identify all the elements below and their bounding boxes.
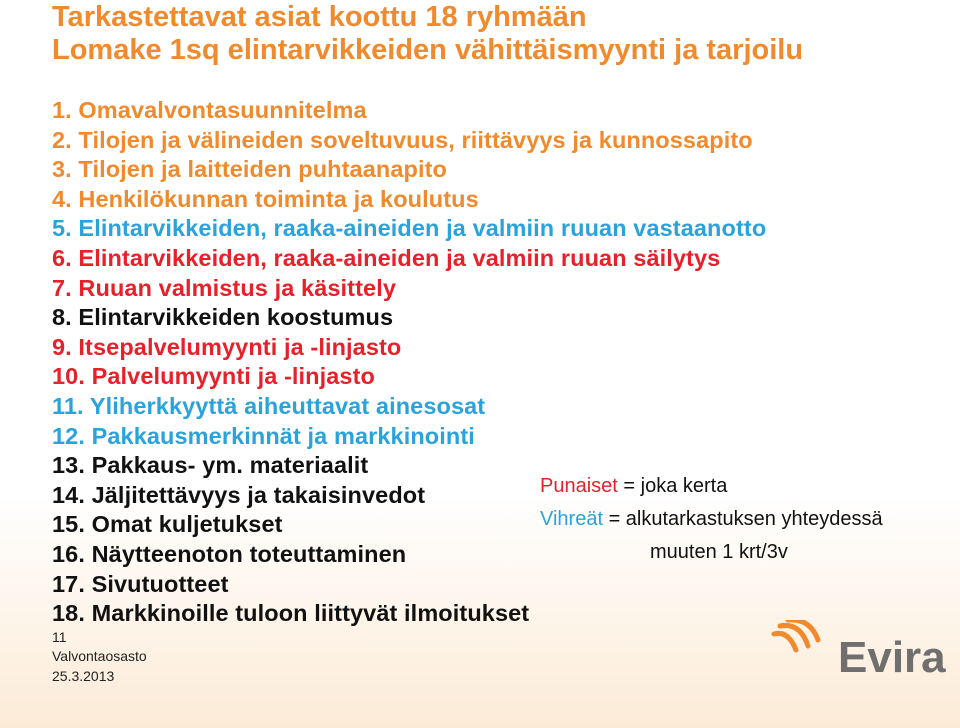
inspection-item: 3. Tilojen ja laitteiden puhtaanapito bbox=[52, 156, 447, 183]
page-number: 11 bbox=[52, 629, 67, 645]
inspection-item: 14. Jäljitettävyys ja takaisinvedot bbox=[52, 481, 426, 508]
inspection-item: 4. Henkilökunnan toiminta ja koulutus bbox=[52, 185, 479, 212]
slide-title-line-2: Lomake 1sq elintarvikkeiden vähittäismyynti ja tarjoilu bbox=[52, 34, 804, 66]
inspection-item: 6. Elintarvikkeiden, raaka-aineiden ja valmiin ruuan säilytys bbox=[52, 244, 721, 271]
inspection-item: 13. Pakkaus- ym. materiaalit bbox=[52, 452, 369, 479]
inspection-item: 10. Palvelumyynti ja -linjasto bbox=[52, 363, 375, 390]
evira-leaf-arcs-icon bbox=[774, 620, 818, 650]
inspection-item: 11. Yliherkkyyttä aiheuttavat ainesosat bbox=[52, 392, 486, 419]
inspection-item: 5. Elintarvikkeiden, raaka-aineiden ja valmiin ruuan vastaanotto bbox=[52, 215, 767, 242]
legend-green-desc-line-2: muuten 1 krt/3v bbox=[650, 541, 788, 563]
inspection-item: 15. Omat kuljetukset bbox=[52, 511, 283, 538]
color-legend bbox=[540, 470, 883, 569]
inspection-item: 7. Ruuan valmistus ja käsittely bbox=[52, 274, 396, 301]
department-label: Valvontaosasto bbox=[52, 648, 147, 664]
legend-green-desc: = alkutarkastuksen yhteydessä bbox=[603, 508, 883, 530]
inspection-item: 18. Markkinoille tuloon liittyvät ilmoitukset bbox=[52, 600, 530, 627]
legend-red-label: Punaiset bbox=[540, 475, 618, 497]
inspection-item: 8. Elintarvikkeiden koostumus bbox=[52, 304, 394, 331]
inspection-item: 16. Näytteenoton toteuttaminen bbox=[52, 540, 407, 567]
inspection-item: 12. Pakkausmerkinnät ja markkinointi bbox=[52, 422, 475, 449]
evira-logo bbox=[766, 620, 946, 684]
inspection-item: 9. Itsepalvelumyynti ja -linjasto bbox=[52, 333, 402, 360]
inspection-item: 2. Tilojen ja välineiden soveltuvuus, riittävyys ja kunnossapito bbox=[52, 126, 753, 153]
legend-red-row bbox=[540, 470, 883, 503]
inspection-item: 17. Sivutuotteet bbox=[52, 570, 229, 597]
legend-green-row bbox=[540, 503, 883, 536]
legend-green-label: Vihreät bbox=[540, 508, 604, 530]
slide-title-line-1: Tarkastettavat asiat koottu 18 ryhmään bbox=[52, 1, 587, 33]
slide-date: 25.3.2013 bbox=[52, 668, 115, 684]
inspection-item: 1. Omavalvontasuunnitelma bbox=[52, 97, 367, 123]
legend-red-desc: = joka kerta bbox=[617, 475, 728, 497]
evira-logo-text: Evira bbox=[838, 633, 946, 682]
